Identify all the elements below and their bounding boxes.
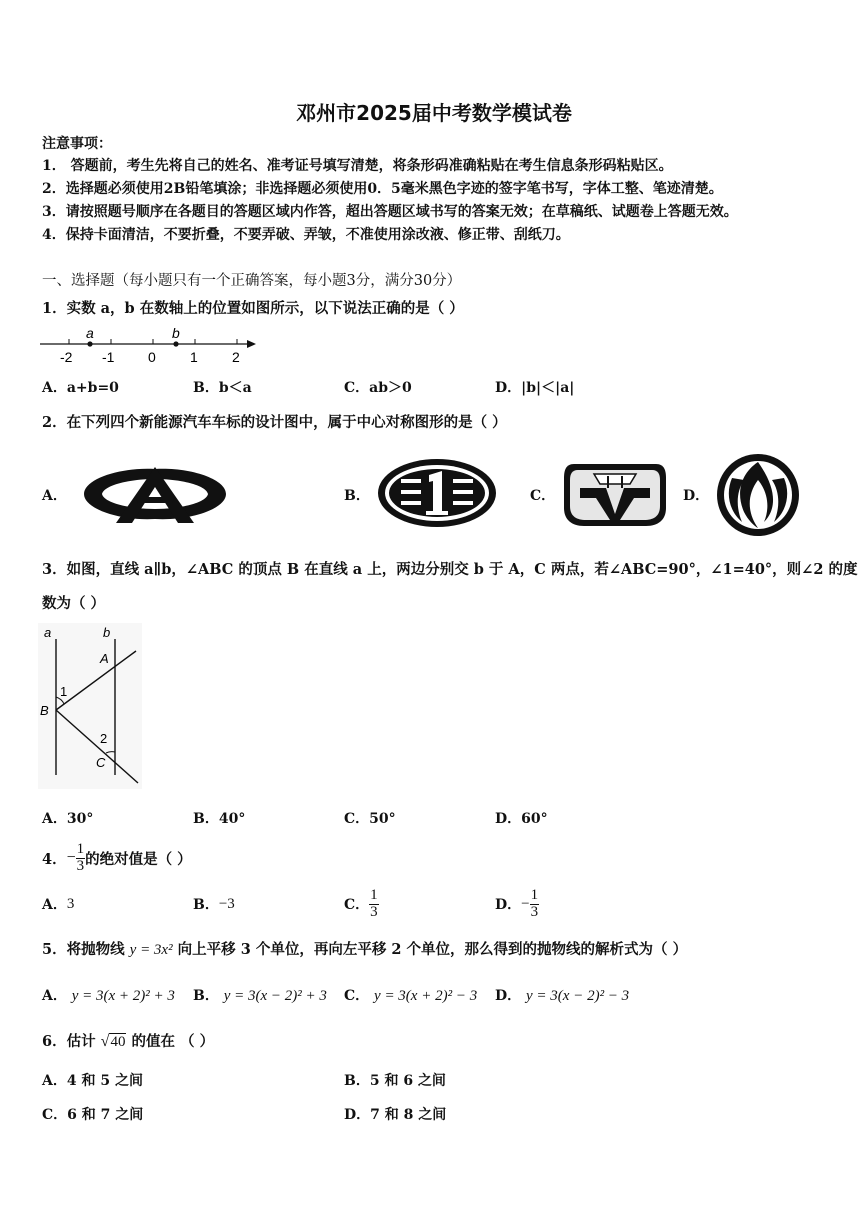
q6-option-c[interactable]: C．6 和 7 之间 [42, 1107, 144, 1123]
radical-sign: √ [100, 1033, 110, 1050]
label-b: b [103, 625, 111, 640]
q4-option-c[interactable] [344, 882, 379, 926]
q3-option-b[interactable]: B．40° [193, 811, 246, 827]
q4-option-c-fraction [369, 888, 379, 921]
q5-option-b[interactable] [193, 985, 327, 1005]
tick-label: -1 [102, 349, 115, 365]
q4-option-d-fraction [530, 888, 540, 921]
q4-option-d[interactable] [495, 882, 539, 926]
point-a-label: a [86, 325, 94, 341]
q4-minus: − [66, 849, 76, 866]
q5-option-c-expr: y = 3(x + 2)² − 3 [374, 988, 478, 1004]
q2-stem: 2．在下列四个新能源汽车车标的设计图中，属于中心对称图形的是（ ） [42, 414, 507, 431]
section-heading: 一、选择题（每小题只有一个正确答案，每小题3分，满分30分） [42, 273, 462, 289]
q5-option-b-expr: y = 3(x − 2)² + 3 [223, 988, 327, 1004]
q4-stem [42, 836, 192, 880]
notice-item-4: 4．保持卡面清洁，不要折叠，不要弄破、弄皱，不准使用涂改液、修正带、刮纸刀。 [42, 227, 570, 243]
q5-stem-expr: y = 3x² [129, 942, 173, 958]
q5-stem-pre: 5．将抛物线 [42, 941, 125, 958]
q4-fraction [76, 842, 86, 875]
q1-option-a[interactable]: A．a+b=0 [42, 380, 119, 396]
q4-number: 4． [42, 850, 67, 868]
q4-denominator: 3 [76, 857, 85, 874]
q5-stem-post: 向上平移 3 个单位，再向左平移 2 个单位，那么得到的抛物线的解析式为（ ） [177, 941, 688, 958]
q2-option-c-label[interactable]: C． [530, 488, 556, 504]
q6-stem-pre: 6．估计 [42, 1033, 96, 1050]
q5-option-c[interactable] [344, 985, 477, 1005]
faw-logo [376, 457, 498, 529]
point-b-label: b [172, 325, 180, 341]
point-a [87, 341, 92, 346]
q5-option-a-expr: y = 3(x + 2)² + 3 [71, 988, 175, 1004]
q4-tail: 的绝对值是（ ） [85, 850, 192, 868]
q6-stem-post: 的值在 （ ） [131, 1033, 215, 1050]
q4-option-b[interactable] [193, 882, 235, 926]
q6-option-a[interactable]: A．4 和 5 之间 [42, 1073, 143, 1089]
q2-option-a-label[interactable]: A． [42, 488, 67, 504]
q4-option-d-den: 3 [530, 903, 539, 920]
label-angle-1: 1 [60, 684, 68, 699]
q6-radicand: 40 [110, 1034, 126, 1050]
page-title: 邓州市2025届中考数学模试卷 [296, 101, 572, 125]
q4-option-c-den: 3 [370, 903, 378, 920]
q3-option-c[interactable]: C．50° [344, 811, 396, 827]
q1-option-c[interactable]: C．ab＞0 [344, 380, 412, 396]
label-point-C: C [96, 755, 106, 770]
q1-option-d[interactable]: D．|b|＜|a| [495, 380, 575, 396]
q5-option-b-label: B． [193, 988, 219, 1004]
q5-option-a[interactable] [42, 985, 175, 1005]
label-angle-2: 2 [100, 731, 108, 746]
chery-logo [80, 463, 230, 525]
notice-item-3: 3．请按照题号顺序在各题目的答题区域内作答，超出答题区域书写的答案无效；在草稿纸、试题卷上答题无效。 [42, 204, 738, 220]
label-point-A: A [100, 651, 109, 666]
q4-option-d-num: 1 [530, 886, 539, 903]
q4-option-c-num: 1 [370, 886, 378, 903]
q4-option-a[interactable] [42, 882, 74, 926]
tick-label: 2 [232, 349, 240, 365]
label-point-B: B [40, 703, 49, 718]
q1-stem: 1．实数 a，b 在数轴上的位置如图所示，以下说法正确的是（ ） [42, 300, 464, 317]
q5-option-d-label: D． [495, 988, 522, 1004]
number-line [38, 322, 263, 370]
baic-logo [560, 458, 670, 530]
q4-option-a-value: 3 [66, 895, 75, 912]
q3-option-a[interactable]: A．30° [42, 811, 94, 827]
q3-stem-line2: 数为（ ） [42, 595, 106, 612]
q4-numerator: 1 [76, 840, 85, 857]
notice-heading: 注意事项： [42, 136, 112, 152]
notice-item-2: 2．选择题必须使用2B铅笔填涂；非选择题必须使用0．5毫米黑色字迹的签字笔书写，字体工整、笔迹清楚。 [42, 181, 723, 197]
q3-figure [38, 623, 142, 789]
tick-label: 1 [190, 349, 198, 365]
q4-option-c-label: C． [344, 897, 370, 913]
q4-option-d-label: D． [495, 897, 522, 913]
q2-option-d-label[interactable]: D． [683, 488, 710, 504]
q6-stem [42, 1030, 214, 1051]
q4-option-b-label: B． [193, 897, 219, 913]
q5-option-c-label: C． [344, 988, 370, 1004]
q1-option-b[interactable]: B．b＜a [193, 380, 252, 396]
q4-option-b-value: −3 [218, 895, 235, 912]
q5-option-d[interactable] [495, 985, 629, 1005]
tick-label: 0 [148, 349, 156, 365]
label-a: a [44, 625, 52, 640]
q5-option-a-label: A． [42, 988, 67, 1004]
q5-stem [42, 938, 687, 959]
dongfeng-logo [714, 452, 802, 538]
q4-option-a-label: A． [42, 897, 67, 913]
q6-option-b[interactable]: B．5 和 6 之间 [344, 1073, 446, 1089]
q4-option-d-minus: − [521, 895, 530, 912]
notice-item-1: 1． 答题前，考生先将自己的姓名、准考证号填写清楚，将条形码准确粘贴在考生信息条形码粘贴区。 [42, 158, 673, 174]
q3-stem-line1: 3．如图，直线 a∥b，∠ABC 的顶点 B 在直线 a 上，两边分别交 b 于 A，C 两点，若∠ABC=90°，∠1=40°，则∠2 的度 [42, 561, 858, 578]
q5-option-d-expr: y = 3(x − 2)² − 3 [526, 988, 630, 1004]
q3-option-d[interactable]: D．60° [495, 811, 548, 827]
point-b [173, 341, 178, 346]
q6-option-d[interactable]: D．7 和 8 之间 [344, 1107, 447, 1123]
tick-label: -2 [60, 349, 73, 365]
q2-option-b-label[interactable]: B． [344, 488, 370, 504]
